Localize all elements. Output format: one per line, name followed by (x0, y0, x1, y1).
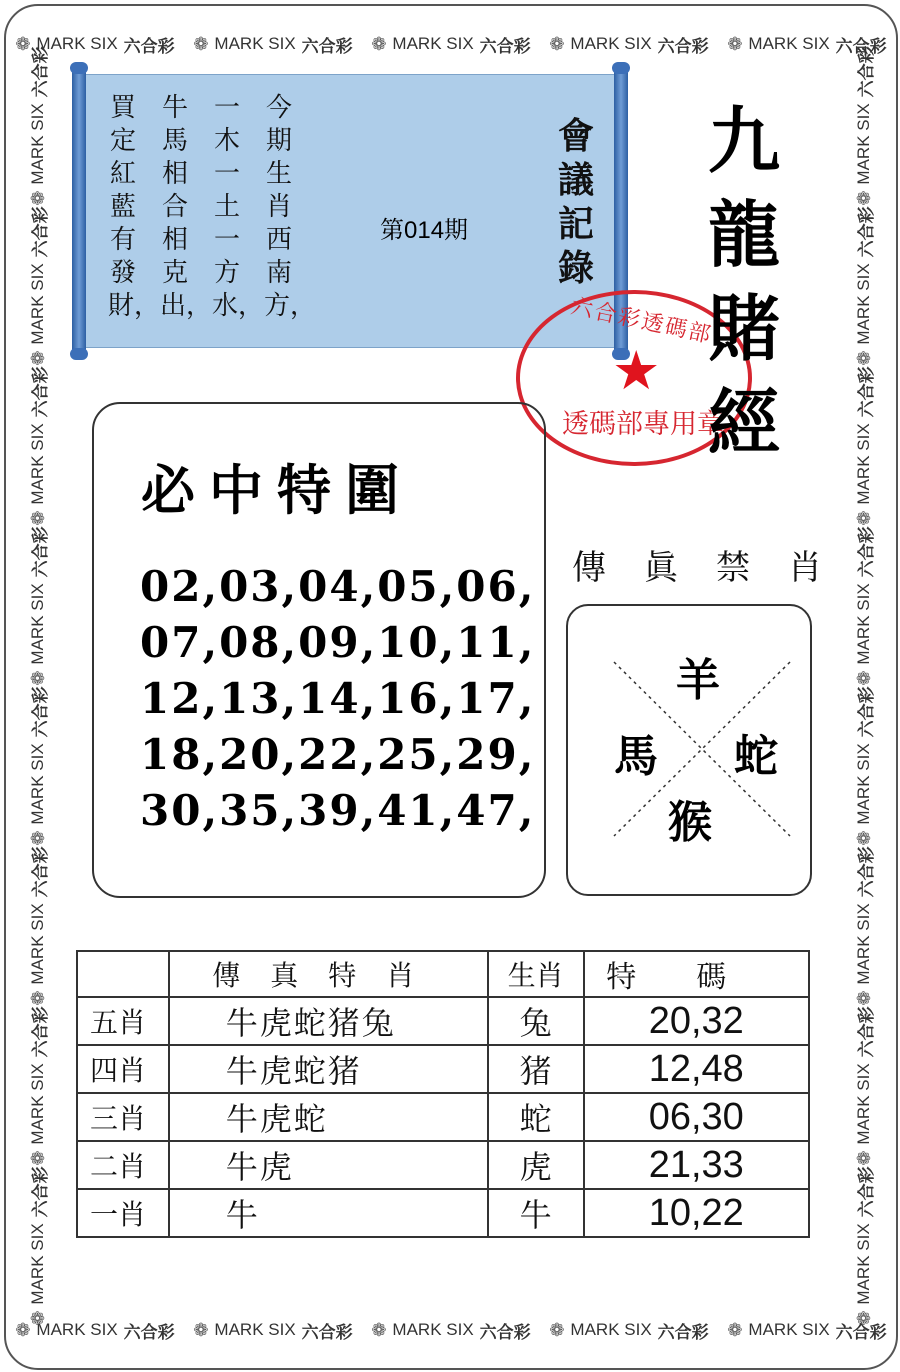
flower-icon: ❁ (193, 1319, 209, 1340)
codes-cell: 21,33 (584, 1141, 809, 1189)
watermark-column-left (20, 46, 56, 1326)
verse-line-2: 一木一土一方水， (212, 93, 265, 321)
flower-icon: ❁ (853, 510, 874, 526)
watermark: ❁ MARK SIX 六合彩 (193, 1319, 353, 1342)
scroll-rod-left (72, 66, 86, 356)
watermark: ❁ MARK SIX 六合彩 (193, 33, 353, 56)
watermark: ❁ MARK SIX 六合彩 (27, 46, 50, 206)
table-row (77, 1093, 809, 1141)
table-header: 特碼 (584, 951, 809, 997)
watermark: ❁ MARK SIX 六合彩 (27, 686, 50, 846)
zodiac-top: 羊 (676, 655, 720, 706)
zodiacs-cell: 牛虎蛇 (169, 1093, 488, 1141)
table-header: 生肖 (488, 951, 584, 997)
pick-cell: 牛 (488, 1189, 584, 1237)
flower-icon: ❁ (15, 33, 31, 54)
watermark: ❁ MARK SIX 六合彩 (15, 1319, 175, 1342)
special-numbers-line: 18,20,22,25,29, (140, 730, 536, 779)
pick-cell: 虎 (488, 1141, 584, 1189)
zodiacs-cell: 牛 (169, 1189, 488, 1237)
zodiacs-cell: 牛虎 (169, 1141, 488, 1189)
codes-cell: 06,30 (584, 1093, 809, 1141)
watermark: ❁ MARK SIX 六合彩 (15, 33, 175, 56)
verse-line-4: 買定紅藍有發財， (108, 93, 161, 321)
table-row (77, 1141, 809, 1189)
flower-icon: ❁ (853, 1310, 874, 1326)
watermark: ❁ MARK SIX 六合彩 (371, 1319, 531, 1342)
flower-icon: ❁ (727, 33, 743, 54)
zodiac-left: 馬 (614, 731, 658, 782)
table-header-row (77, 951, 809, 997)
pick-cell: 猪 (488, 1045, 584, 1093)
table-row (77, 1045, 809, 1093)
flower-icon: ❁ (853, 190, 874, 206)
flower-icon: ❁ (27, 190, 48, 206)
meeting-minutes-label: 會議記錄 (557, 115, 594, 289)
watermark: ❁ MARK SIX 六合彩 (853, 46, 876, 206)
flower-icon: ❁ (853, 1150, 874, 1166)
zodiac-table (76, 950, 810, 1238)
watermark: ❁ MARK SIX 六合彩 (27, 526, 50, 686)
flower-icon: ❁ (27, 670, 48, 686)
star-icon: ★ (612, 339, 661, 402)
flower-icon: ❁ (853, 670, 874, 686)
flower-icon: ❁ (371, 33, 387, 54)
flower-icon: ❁ (27, 350, 48, 366)
flower-icon: ❁ (853, 830, 874, 846)
table-row (77, 1189, 809, 1237)
verse-line-1: 今期生肖西南方， (264, 93, 317, 321)
flower-icon: ❁ (549, 33, 565, 54)
flower-icon: ❁ (27, 1150, 48, 1166)
stamp-bottom-text: 透碼部專用章 (562, 409, 724, 439)
watermark: ❁ MARK SIX 六合彩 (27, 846, 50, 1006)
watermark-column-right (846, 46, 882, 1326)
flower-icon: ❁ (853, 350, 874, 366)
pick-cell: 兔 (488, 997, 584, 1045)
watermark: ❁ MARK SIX 六合彩 (853, 686, 876, 846)
flower-icon: ❁ (853, 990, 874, 1006)
watermark: ❁ MARK SIX 六合彩 (549, 1319, 709, 1342)
codes-cell: 10,22 (584, 1189, 809, 1237)
watermark: ❁ MARK SIX 六合彩 (371, 33, 531, 56)
watermark: ❁ MARK SIX 六合彩 (853, 366, 876, 526)
level-cell: 一肖 (77, 1189, 169, 1237)
codes-cell: 20,32 (584, 997, 809, 1045)
watermark: ❁ MARK SIX 六合彩 (27, 1006, 50, 1166)
special-numbers-line: 02,03,04,05,06, (140, 562, 536, 611)
special-numbers-line: 30,35,39,41,47, (140, 786, 536, 835)
page-title: 九龍賭經 (707, 98, 780, 465)
watermark: ❁ MARK SIX 六合彩 (853, 526, 876, 686)
flower-icon: ❁ (27, 510, 48, 526)
flower-icon: ❁ (193, 33, 209, 54)
forbidden-zodiac-label: 傳 眞 禁 肖 (572, 548, 822, 588)
level-cell: 三肖 (77, 1093, 169, 1141)
stamp-top-text: 六合彩透碼部 (568, 293, 715, 348)
special-numbers-title: 必中特圍 (141, 458, 413, 522)
watermark: ❁ MARK SIX 六合彩 (853, 206, 876, 366)
table-row (77, 997, 809, 1045)
verse-line-3: 牛馬相合相克出， (160, 93, 213, 321)
level-cell: 二肖 (77, 1141, 169, 1189)
special-numbers-line: 07,08,09,10,11, (140, 618, 536, 667)
flower-icon: ❁ (27, 990, 48, 1006)
table-header (77, 951, 169, 997)
flower-icon: ❁ (15, 1319, 31, 1340)
level-cell: 四肖 (77, 1045, 169, 1093)
watermark: ❁ MARK SIX 六合彩 (853, 1006, 876, 1166)
zodiacs-cell: 牛虎蛇猪兔 (169, 997, 488, 1045)
pick-cell: 蛇 (488, 1093, 584, 1141)
watermark: ❁ MARK SIX 六合彩 (27, 366, 50, 526)
special-numbers-line: 12,13,14,16,17, (140, 674, 536, 723)
watermark-row-bottom (6, 1312, 896, 1348)
watermark-row-top (6, 26, 896, 62)
level-cell: 五肖 (77, 997, 169, 1045)
flower-icon: ❁ (371, 1319, 387, 1340)
watermark: ❁ MARK SIX 六合彩 (727, 1319, 887, 1342)
zodiac-bottom: 猴 (668, 797, 712, 848)
watermark: ❁ MARK SIX 六合彩 (27, 206, 50, 366)
watermark: ❁ MARK SIX 六合彩 (27, 1166, 50, 1326)
watermark: ❁ MARK SIX 六合彩 (853, 846, 876, 1006)
table-header: 傳真特肖 (169, 951, 488, 997)
watermark: ❁ MARK SIX 六合彩 (549, 33, 709, 56)
codes-cell: 12,48 (584, 1045, 809, 1093)
watermark: ❁ MARK SIX 六合彩 (727, 33, 887, 56)
flower-icon: ❁ (27, 830, 48, 846)
zodiacs-cell: 牛虎蛇猪 (169, 1045, 488, 1093)
issue-number: 第014期 (380, 217, 469, 244)
flower-icon: ❁ (27, 1310, 48, 1326)
flower-icon: ❁ (727, 1319, 743, 1340)
zodiac-right: 蛇 (734, 731, 778, 782)
watermark: ❁ MARK SIX 六合彩 (853, 1166, 876, 1326)
flower-icon: ❁ (549, 1319, 565, 1340)
